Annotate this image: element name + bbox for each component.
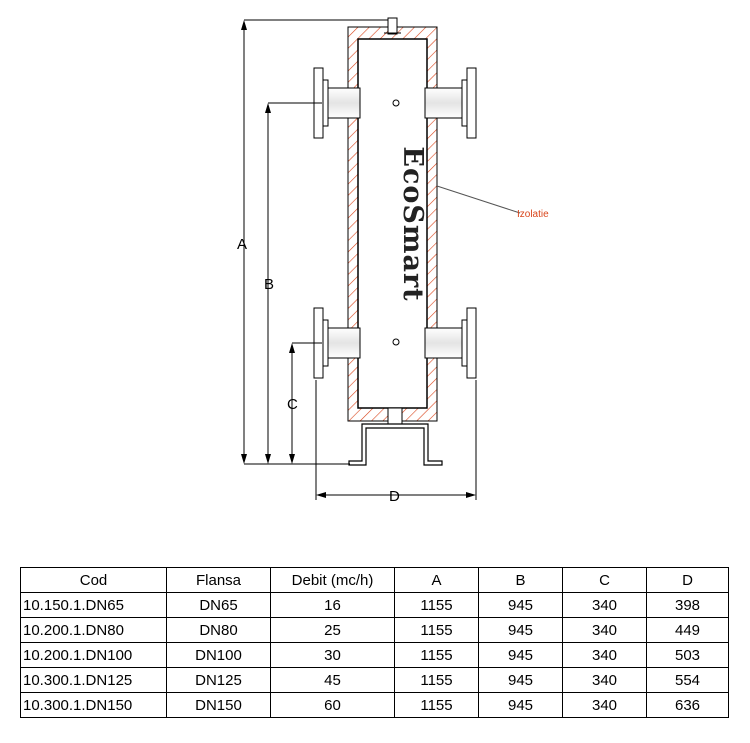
table-row (21, 668, 729, 693)
cell-d: 398 (647, 593, 729, 618)
cell-d: 636 (647, 693, 729, 718)
cell-flansa: DN65 (167, 593, 271, 618)
insulation-label: Izolatie (517, 209, 549, 220)
cell-cod: 10.150.1.DN65 (21, 593, 167, 618)
cell-c: 340 (563, 643, 647, 668)
table-row (21, 643, 729, 668)
cell-c: 340 (563, 618, 647, 643)
cell-debit: 16 (271, 593, 395, 618)
cell-a: 1155 (395, 593, 479, 618)
cell-d: 554 (647, 668, 729, 693)
cell-b: 945 (479, 618, 563, 643)
cell-debit: 30 (271, 643, 395, 668)
brand-text: EcoSmart (397, 146, 428, 302)
table-header-row (21, 568, 729, 593)
cell-c: 340 (563, 593, 647, 618)
cell-a: 1155 (395, 668, 479, 693)
header-a: A (395, 568, 479, 593)
cell-a: 1155 (395, 643, 479, 668)
cell-debit: 45 (271, 668, 395, 693)
cell-d: 503 (647, 643, 729, 668)
cell-c: 340 (563, 693, 647, 718)
table-row (21, 618, 729, 643)
cell-b: 945 (479, 593, 563, 618)
cell-cod: 10.300.1.DN125 (21, 668, 167, 693)
cell-d: 449 (647, 618, 729, 643)
lower-port-circle (393, 339, 399, 345)
dimension-label-d: D (389, 488, 400, 505)
dimension-label-c: C (287, 396, 298, 413)
specification-table (20, 567, 729, 718)
cell-flansa: DN100 (167, 643, 271, 668)
cell-cod: 10.200.1.DN80 (21, 618, 167, 643)
cell-cod: 10.200.1.DN100 (21, 643, 167, 668)
cell-a: 1155 (395, 693, 479, 718)
cell-debit: 25 (271, 618, 395, 643)
cell-flansa: DN80 (167, 618, 271, 643)
cell-cod: 10.300.1.DN150 (21, 693, 167, 718)
table-row (21, 693, 729, 718)
cell-b: 945 (479, 643, 563, 668)
cell-b: 945 (479, 693, 563, 718)
dimension-label-b: B (264, 276, 275, 293)
header-flansa: Flansa (167, 568, 271, 593)
table-row (21, 593, 729, 618)
header-debit: Debit (mc/h) (271, 568, 395, 593)
cell-flansa: DN150 (167, 693, 271, 718)
header-b: B (479, 568, 563, 593)
header-d: D (647, 568, 729, 593)
cell-a: 1155 (395, 618, 479, 643)
upper-port-circle (393, 100, 399, 106)
cell-c: 340 (563, 668, 647, 693)
cell-debit: 60 (271, 693, 395, 718)
header-c: C (563, 568, 647, 593)
support-stand (349, 424, 442, 465)
dimension-label-a: A (237, 236, 248, 253)
cell-flansa: DN125 (167, 668, 271, 693)
cell-b: 945 (479, 668, 563, 693)
header-cod: Cod (21, 568, 167, 593)
